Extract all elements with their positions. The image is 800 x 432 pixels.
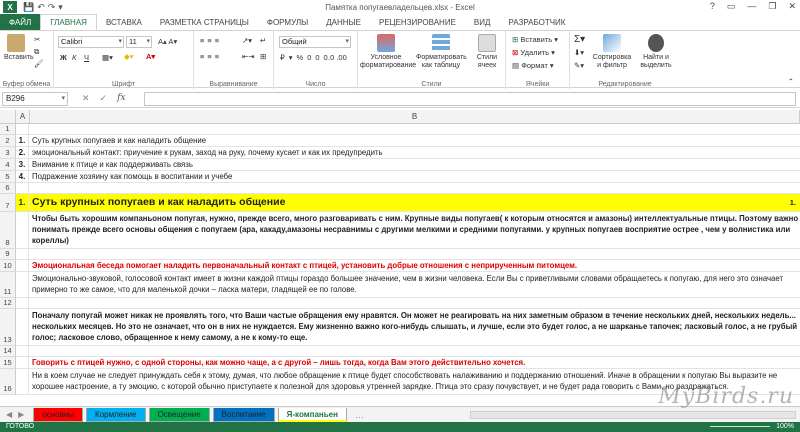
format-as-table-button[interactable] [416,34,466,70]
status-bar [0,422,800,432]
row-header[interactable]: 3 [0,147,16,159]
conditional-format-label: Условное форматирование [360,54,417,69]
table-row [16,309,800,346]
sort-filter-icon [603,34,621,52]
cells-group-label: Ячейки [525,81,550,88]
tab-view[interactable]: ВИД [473,17,491,27]
bold-button[interactable]: Ж [60,53,67,62]
find-select-button[interactable] [634,34,678,70]
cell-a[interactable] [16,212,29,248]
cell-a[interactable] [16,357,29,368]
sort-filter-label: Сортировка и фильтр [592,54,632,69]
sheet-tab[interactable]: Я-компаньен [278,408,347,422]
merge-icon[interactable]: ⊞ [260,52,267,61]
status-ready: ГОТОВО [6,423,35,430]
cell-b[interactable]: Поначалу попугай может никак не проявлять того, что Ваши частые обращения ему нравятся. Он может не реагировать на них заметным образом в течение нескольких дней, нескольких недель... нескольких месяцев. Но это не означает, что он в них не нуждается. Ему жизненно важно кого-нибудь слышать, и лучше, если это будет голос, а не шарканье тапочек; ласковый голос, а не грубый голос; ласковое слово, обращенное к нему самому, а не к кому-то еще. [32,311,798,342]
table-row [16,183,800,194]
cell-a[interactable]: 1. [16,194,29,211]
table-row [16,249,800,260]
row-header[interactable]: 1 [0,124,16,135]
vertical-align-icons[interactable]: ≡≡≡ [200,36,223,45]
underline-button[interactable]: Ч [84,53,89,62]
cell-a[interactable] [16,298,29,308]
grow-font-icon[interactable]: A▴ A▾ [158,37,178,46]
zoom-slider[interactable] [710,426,770,427]
formula-bar-icons [82,93,126,104]
formula-bar [0,90,800,108]
cell-b[interactable] [30,249,800,259]
row-header[interactable]: 2 [0,135,16,147]
cell-b[interactable] [30,346,800,356]
minimize-icon[interactable]: — [747,1,757,11]
table-row [16,212,800,249]
table-row [16,298,800,309]
editing-group-label: Редактирование [598,81,652,88]
ribbon-tabs [0,14,800,30]
clear-icon[interactable]: ✎▾ [574,61,585,70]
wrap-text-icon[interactable]: ↵ [260,36,267,45]
cell-b[interactable]: эмоциональный контакт: приучение к рукам, заход на руку, почему кусает и как их предупредить [32,148,383,157]
paste-label: Вставить [4,54,34,61]
select-all-corner[interactable] [0,110,16,124]
table-row [16,171,800,183]
insert-cells-button[interactable]: ⊞ Вставить ▾ [512,35,559,44]
row-header[interactable]: 10 [0,260,16,272]
tab-formulas[interactable]: ФОРМУЛЫ [266,17,309,27]
cell-a[interactable] [16,260,29,271]
spreadsheet-grid [0,110,800,406]
paste-button[interactable] [4,34,34,62]
number-group-label: Число [305,81,326,88]
table-row [16,159,800,171]
row-header[interactable]: 9 [0,249,16,260]
excel-logo-icon: X [3,1,17,13]
row-header[interactable]: 15 [0,357,16,369]
quick-access-toolbar[interactable]: 💾↶↷▾ [23,1,66,12]
editing-group [570,31,680,89]
row-header[interactable]: 8 [0,212,16,249]
indent-icon[interactable]: ⇤⇥ [242,52,255,61]
row-header[interactable]: 7 [0,194,16,212]
column-header-b[interactable]: B [30,110,800,124]
cancel-icon[interactable]: ✕ [82,93,90,103]
copy-icon[interactable]: ⧉ [34,47,40,56]
table-row [16,272,800,298]
cell-a[interactable] [16,124,29,134]
row-header[interactable]: 14 [0,346,16,357]
styles-group [358,31,506,89]
cell-a[interactable] [16,369,29,394]
styles-group-label: Стили [421,81,442,88]
delete-cells-label: Удалить [520,48,550,57]
alignment-group-label: Выравнивание [209,81,258,88]
formula-input[interactable] [144,92,796,106]
row-header[interactable]: 16 [0,369,16,395]
cell-a[interactable] [16,183,29,193]
cell-right-mark: 1. [789,198,796,207]
cell-a[interactable] [16,249,29,259]
format-cells-icon: ▤ [512,61,520,70]
font-color-icon[interactable]: A▾ [146,52,156,61]
conditional-format-icon [377,34,395,52]
number-format-select[interactable]: Общий ▾ [279,36,351,48]
tab-review[interactable]: РЕЦЕНЗИРОВАНИЕ [378,17,456,27]
insert-cells-label: Вставить [520,35,553,44]
italic-button[interactable]: К [72,53,77,62]
table-row [16,346,800,357]
table-row [16,135,800,147]
column-header-a[interactable]: A [16,110,30,124]
document-title: Памятка попугаевладельцев.xlsx - Excel [325,2,475,12]
table-row [16,124,800,135]
conditional-format-button[interactable] [360,34,417,70]
format-painter-icon[interactable]: 🖌 [34,59,44,68]
cell-styles-button[interactable] [470,34,504,70]
binoculars-icon [648,34,664,52]
cells-group [506,31,570,89]
tab-file[interactable]: ФАЙЛ [0,14,40,30]
window-controls[interactable] [710,1,796,12]
sheet-tab[interactable]: Воспитание [213,408,275,422]
cell-b[interactable]: Говорить с птицей нужно, с одной стороны, как можно чаще, а с другой – лишь тогда, когда Вам этого действительно хочется. [32,358,526,367]
cell-b[interactable]: Эмоционально-звуковой, голосовой контакт имеет в жизни каждой птицы гораздо большее значение, чем в жизни человека. Если Вы с приветливыми словами обращаетесь к попугаю, для него это означает примерно то же самое, что для маленькой дочки – ласка матери, гладящей ее по голове. [32,274,784,294]
cell-styles-icon [478,34,496,52]
table-row [16,194,800,212]
title-bar [0,0,800,14]
sheet-tab[interactable]: основны [33,408,83,422]
find-select-label: Найти и выделить [640,54,672,69]
cell-a[interactable]: 3. [16,159,29,170]
insert-cells-icon: ⊞ [512,35,519,44]
help-icon[interactable]: ? [709,1,715,11]
cell-b[interactable]: Эмоциональная беседа помогает наладить первоначальный контакт с птицей, установить добрые отношения с неприрученным питомцем. [32,261,578,270]
font-size-select[interactable]: 11 ▾ [126,36,152,48]
cell-b[interactable]: Ни в коем случае не следует принуждать себя к этому, думая, что любое обращение к птице будет способствовать налаживанию и поддержанию отношений. Иначе в обращении к попугаю Вы выразите не хорошее настроение, а ту эмоцию, с которой обычно приступаете к полезной для здоровья утренней зарядке. Птица это сразу почувствует, и не будет рада говорить с Вами, но раздражаться. [32,371,778,391]
tab-insert[interactable]: ВСТАВКА [105,17,142,27]
close-icon[interactable]: ✕ [788,1,796,11]
font-group-label: Шрифт [111,81,136,88]
ribbon-display-icon[interactable]: ▭ [726,1,736,11]
table-icon [432,34,450,52]
tab-data[interactable]: ДАННЫЕ [326,17,361,27]
format-as-table-label: Форматировать как таблицу [416,54,467,69]
clipboard-group-label: Буфер обмена [2,81,51,88]
row-header[interactable]: 6 [0,183,16,194]
cut-icon[interactable]: ✂ [34,35,41,44]
sort-filter-button[interactable] [590,34,634,70]
clipboard-group [0,31,54,89]
alignment-group [194,31,274,89]
cell-styles-label: Стили ячеек [476,54,498,69]
font-group [54,31,194,89]
orientation-icon[interactable]: ↗▾ [242,36,253,45]
cell-b[interactable]: Чтобы быть хорошим компаньоном попугая, нужно, прежде всего, много разговаривать с ним. Крупные виды попугаев( к которым относятся и амазоны) интеллектуальные птицы. Поэтому важно понимать прежде всего основы общения с попугаем (ара, какаду,амазоны несравнимы с другими мелкими и средними попугаями. у крупных попугаев восприятие острее , чем у волнистика или кореллы) [32,214,799,245]
sheet-tab[interactable]: Освещение [149,408,210,422]
collapse-ribbon-icon[interactable]: ⌃ [787,77,794,86]
watermark-logo: MyBirds.ru [658,384,794,409]
name-box[interactable]: B296 ▾ [2,92,68,106]
table-row [16,357,800,369]
sheet-nav-arrows[interactable]: ◀▶ [6,410,31,419]
tab-page-layout[interactable]: РАЗМЕТКА СТРАНИЦЫ [159,17,249,27]
horizontal-align-icons[interactable]: ≡≡≡ [200,52,223,61]
fill-icon[interactable]: ⬇▾ [574,48,585,57]
sheet-tabs [30,408,347,422]
number-group [274,31,358,89]
table-row [16,260,800,272]
horizontal-scrollbar[interactable] [470,411,796,419]
cell-a[interactable] [16,309,29,345]
decimal-icons[interactable]: .0 .00 [328,53,347,62]
restore-icon[interactable]: ❐ [768,1,777,11]
row-header[interactable]: 4 [0,159,16,171]
number-format-icons[interactable]: ₽▾%000 [280,53,332,62]
cell-a[interactable]: 1. [16,135,29,146]
row-header[interactable]: 12 [0,298,16,309]
cell-b[interactable]: Подражение хозяину как помощь в воспитании и учебе [32,172,233,181]
format-cells-button[interactable]: ▤ Формат ▾ [512,61,554,70]
cell-b[interactable]: Внимание к птице и как поддерживать связь [32,160,193,169]
borders-icon[interactable]: ▦▾ [102,53,113,62]
zoom-level[interactable]: 100% [776,423,794,430]
tab-developer[interactable]: РАЗРАБОТЧИК [508,17,566,27]
sheet-tab[interactable]: Кормление [86,408,146,422]
more-sheets-icon[interactable]: … [354,409,364,420]
cell-a[interactable] [16,346,29,356]
ribbon [0,30,800,88]
enter-icon[interactable]: ✓ [99,93,108,103]
tab-home[interactable]: ГЛАВНАЯ [40,14,97,30]
cell-b[interactable]: Суть крупных попугаев и как наладить общение [32,136,207,145]
cell-b[interactable] [30,183,800,193]
table-row [16,147,800,159]
cell-a[interactable]: 2. [16,147,29,158]
row-header[interactable]: 11 [0,272,16,298]
cell-b[interactable] [30,298,800,308]
cell-a[interactable] [16,272,29,297]
cell-b[interactable]: Суть крупных попугаев и как наладить общение [32,196,286,208]
delete-cells-icon: ⊠ [512,48,519,57]
font-name-select[interactable]: Calibri ▾ [58,36,124,48]
insert-function-icon[interactable]: fx [117,93,126,103]
row-header[interactable]: 5 [0,171,16,183]
cell-b[interactable] [30,124,800,134]
format-cells-label: Формат [521,61,548,70]
row-header[interactable]: 13 [0,309,16,346]
cell-a[interactable]: 4. [16,171,29,182]
fill-color-icon[interactable]: ◆▾ [124,52,134,61]
autosum-icon[interactable]: Σ▾ [574,34,586,45]
paste-icon [7,34,25,52]
delete-cells-button[interactable]: ⊠ Удалить ▾ [512,48,555,57]
